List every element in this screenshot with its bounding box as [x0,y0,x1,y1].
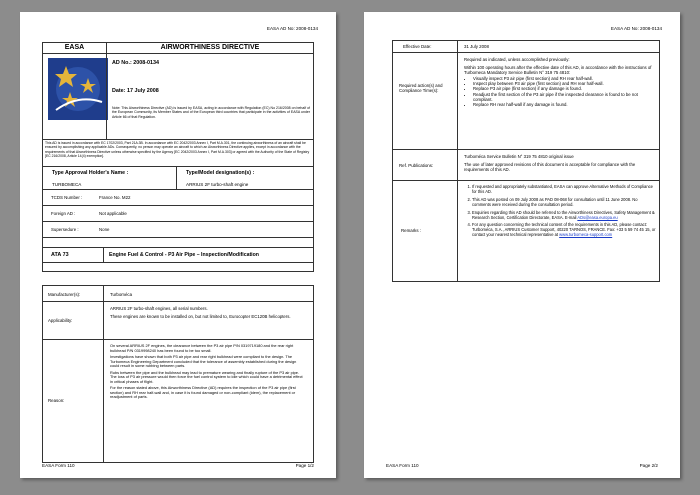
ad-note: Note: This Airworthiness Directive (AD) is issued by EASA, acting in accordance with Regulation (EC) No 216/2008 on behalf of the European Community, its Member States and of the European third countries that participate in the activities of EASA under Article 66 of that Regulation. [112,106,310,119]
remarks-list [462,185,656,238]
manufacturer-label: Manufacturer(s): [48,292,81,297]
supersedure-label: Supersedure : [51,227,79,232]
page-2 [364,12,680,478]
ref-publications-text [464,154,654,175]
required-actions-list [464,76,654,107]
remark-4-text: For any question concerning the technical content of the requirements in this AD, please contact: Turboméca, S.A., ARRIUS Customer Support, 40220 TARNOS, FRANCE. Fax: +33 5 59 74 45 15, or contact your nearest technical representative at [472,222,656,238]
remark-item-3 [472,211,656,221]
ata-label: ATA 73 [51,252,69,258]
reason-text [110,344,306,400]
tah-cell [42,166,177,190]
manufacturer-value-cell [103,285,314,302]
applicability-p1: ARRIUS 2F turbo-shaft engines, all serial numbers. [110,306,208,311]
remark-3-text: Enquiries regarding this AD should be referred to the Airworthiness Directives, Safety Management & Research Section, Certification Directorate, EASA. E-mail [472,209,655,220]
ref-publications-value-cell [457,149,660,181]
ata-title: Engine Fuel & Control - P3 Air Pipe – Inspection/Modification [109,252,259,258]
required-actions-label: Required action(s) and Compliance Time(s): [399,83,443,94]
footer-page-number: Page 2/2 [639,463,658,468]
applicability-label: Applicability: [48,318,73,323]
required-actions-paragraph: Within 100 operating hours after the effective date of this AD, in accordance with the instructions of Turbomeca Mandatory Service Bulletin N° 319 75 4810: [464,65,652,76]
page-1-footer [42,463,314,468]
ata-cell [42,247,104,263]
tah-label: Type Approval Holder's Name : [52,170,129,176]
ref-publications-label: Ref. Publications: [399,163,434,168]
directive-title: AIRWORTHINESS DIRECTIVE [160,44,260,51]
legal-text: This AD is issued in accordance with EC 1702/2003, Part 21A.3B. In accordance with EC 2042/2003 Annex I, Part M.A.301, the continuing airworthiness of an aircraft shall be ensured by accomplishing any applicable ADs. Consequently, no person may operate an aircraft to which an Airworthiness Directive applies, except in accordance with the requirements of that Airworthiness Directive unless otherwise specified by the Agency [EC 2042/2003 Annex I, Part M.A.303] or agreed with the Authority of the State of Registry [EC 216/2008, Article 14(4) exemption]. [45,141,310,158]
supersedure-row [42,221,314,238]
foreign-ad-row [42,205,314,222]
required-actions-label-cell [392,52,458,150]
remark-item-4 [472,223,656,238]
manufacturer-label-cell [42,285,104,302]
tcds-label: TCDS Number : [51,195,83,200]
logo-cell [42,53,107,140]
required-action-item: • Replace P3 air pipe (first section) if any damage is found. [473,86,654,91]
footer-form: EASA Form 110 [386,463,419,468]
turbomeca-support-link[interactable]: www.turbomeca-support.com [559,232,613,238]
manufacturer-value: Turboméca [110,292,133,297]
reason-p4: For the reason stated above, this Airworthiness Directive (AD) requires the inspection of the P3 air pipe (first section) and RH rear half-wall and, in case it is found damaged or non-compliant (idem), the replacement or readjustment of parts. [110,385,296,400]
ad-info-cell [106,53,314,140]
legal-notice [42,139,314,167]
required-actions-value-cell [457,52,660,150]
model-value: ARRIUS 2F turbo-shaft engine [186,182,249,187]
reason-label: Reason: [48,398,65,403]
reason-value-cell [103,339,314,463]
reason-p1: On several ARRIUS 2F engines, the clearance between the P3 air pipe P/N 0319719180 and the rear right bulkhead P/N 0319998240 has been found to be too small. [110,343,294,353]
model-cell [176,166,314,190]
required-actions-intro: Required as indicated, unless accomplished previously: [464,57,570,62]
footer-form: EASA Form 110 [42,463,75,468]
remarks-text [462,185,656,238]
applicability-label-cell [42,301,104,340]
effective-date-label: Effective Date: [403,44,432,49]
applicability-value-cell [103,301,314,340]
ad-date: Date: 17 July 2008 [112,88,159,94]
ad-number: AD No.: 2008-0134 [112,60,160,66]
tah-value: TURBOMECA [52,182,82,187]
model-label: Type/Model designation(s) : [186,170,255,176]
reason-p2: Investigations have shown that both P3 air pipe and rear right bulkhead were compliant to the design. The Turbomeca Engineering Department concluded that the tolerance of assembly established during the design could result in some rubbing between parts. [110,354,297,369]
required-action-item: • Inspect play between P3 air pipe (first section) and RH rear half-wall. [473,81,654,86]
applicability-p2: These engines are known to be installed on, but not limited to, Eurocopter EC120B helicopters. [110,314,291,320]
foreign-ad-label: Foreign AD : [51,211,76,216]
tcds-row [42,189,314,206]
ata-title-cell [103,247,314,263]
tcds-value: France No. M22 [99,195,131,200]
spacer-row-2 [42,262,314,272]
ref-publications-label-cell [392,149,458,181]
reason-label-cell [42,339,104,463]
ref-publications-p1: Turboméca Service Bulletin N° 319 75 4810 original issue [464,154,574,159]
remarks-value-cell [457,180,660,282]
foreign-ad-value: Not applicable [99,211,127,216]
page-header-ad-no: EASA AD No: 2008-0134 [610,26,662,31]
required-actions-text [464,57,654,107]
ref-publications-p2: The use of later approved revisions of this document is acceptable for compliance with the requirements of this AD. [464,162,636,173]
applicability-text [110,306,300,322]
supersedure-value: None [99,227,110,232]
page-header-ad-no: EASA AD No: 2008-0134 [266,26,318,31]
required-action-item: • Visually inspect P3 air pipe (first section) and RH rear half-wall. [473,76,654,81]
easa-title: EASA [64,44,85,51]
remarks-label-cell [392,180,458,282]
required-action-item: • Readjust the first section of the P3 air pipe if the inspected clearance is found to be not compliant. [473,92,654,102]
reason-p3: Rubs between the pipe and the bulkhead may lead to premature wearing and finally rupture of the P3 air pipe. The loss of P3 air pressure would then force the fuel control system to idle which could have a detrimental effect in critical phases of flight. [110,369,303,384]
remark-item-2: 2. This AD was posted on 09 July 2008 as PAD 08-068 for consultation until 11 June 2008. No comments were received during the consultation period. [472,198,656,208]
required-action-item: • Replace RH rear half-wall if any damage is found. [473,102,654,107]
page-2-footer [386,463,658,468]
remark-item-1: 1. If requested and appropriately substantiated, EASA can approve Alternative Methods of Compliance for this AD. [472,185,656,195]
page-1 [20,12,336,478]
footer-page-number: Page 1/2 [295,463,314,468]
remarks-label: Remarks : [401,228,422,233]
easa-logo-icon [48,58,108,120]
effective-date-value: 31 July 2008 [464,44,489,49]
easa-email-link[interactable]: ADs@easa.europa.eu [577,214,618,220]
